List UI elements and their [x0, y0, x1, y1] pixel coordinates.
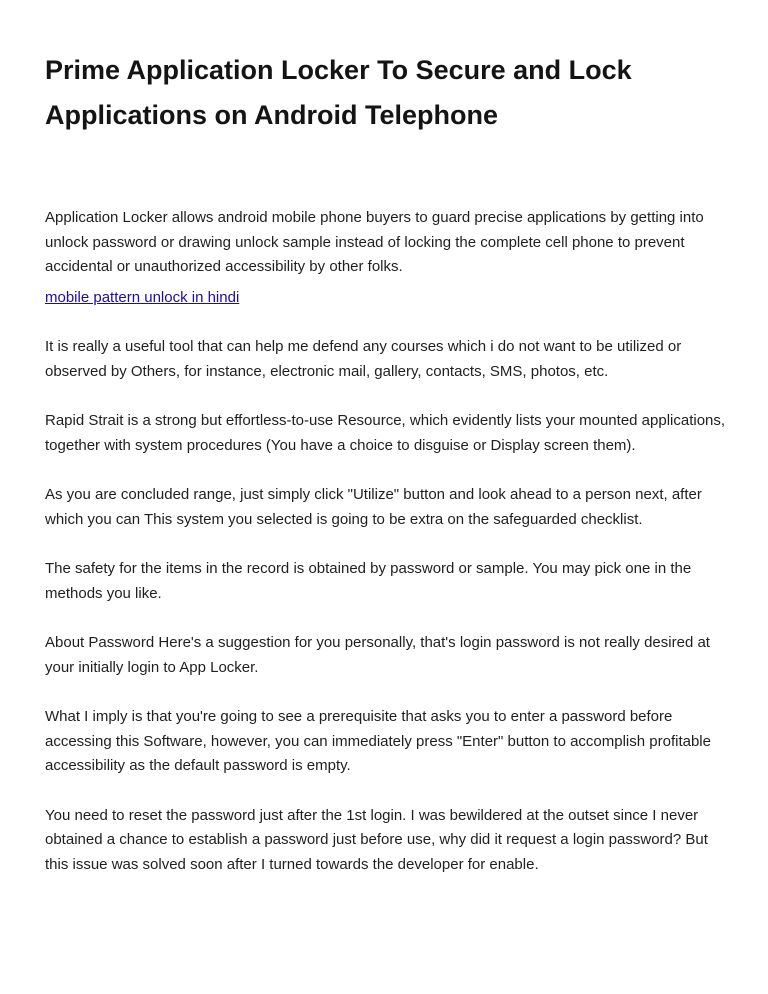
- title-spacer: [45, 138, 735, 206]
- link-paragraph: [45, 286, 735, 311]
- title-line-2: Applications on Android Telephone: [45, 100, 498, 130]
- paragraph-prerequisite: What I imply is that you're going to see a prerequisite that asks you to enter a password before accessing this Software, however, you can immediately press "Enter" button to accomplish profitable accessibility as the default password is empty.: [45, 708, 711, 774]
- paragraph-about-password: About Password Here's a suggestion for you personally, that's login password is not really desired at your initially login to App Locker.: [45, 634, 710, 676]
- paragraph-intro: Application Locker allows android mobile phone buyers to guard precise applications by getting into unlock password or drawing unlock sample instead of locking the complete cell phone to prevent accidental or unauthorized accessibility by other folks.: [45, 209, 704, 275]
- paragraph-reset-password: You need to reset the password just after the 1st login. I was bewildered at the outset since I never obtained a chance to establish a password just before use, why did it request a login password? But this issue was solved soon after I turned towards the developer for enable.: [45, 806, 708, 873]
- paragraph-useful-tool: It is really a useful tool that can help me defend any courses which i do not want to be utilized or observed by Others, for instance, electronic mail, gallery, contacts, SMS, photos, etc.: [45, 338, 682, 380]
- paragraph-safety: The safety for the items in the record is obtained by password or sample. You may pick one in the methods you like.: [45, 560, 692, 602]
- paragraph-utilize-button: As you are concluded range, just simply click "Utilize" button and look ahead to a person next, after which you can This system you selected is going to be extra on the safeguarded checklist.: [45, 486, 702, 528]
- paragraph-rapid-strait: Rapid Strait is a strong but effortless-to-use Resource, which evidently lists your mounted applications, together with system procedures (You have a choice to disguise or Display screen them).: [45, 412, 726, 454]
- mobile-pattern-unlock-link[interactable]: mobile pattern unlock in hindi: [45, 288, 240, 306]
- document-page: [45, 48, 735, 902]
- title-line-1: Prime Application Locker To Secure and Lock: [45, 55, 632, 85]
- document-title: [45, 48, 735, 138]
